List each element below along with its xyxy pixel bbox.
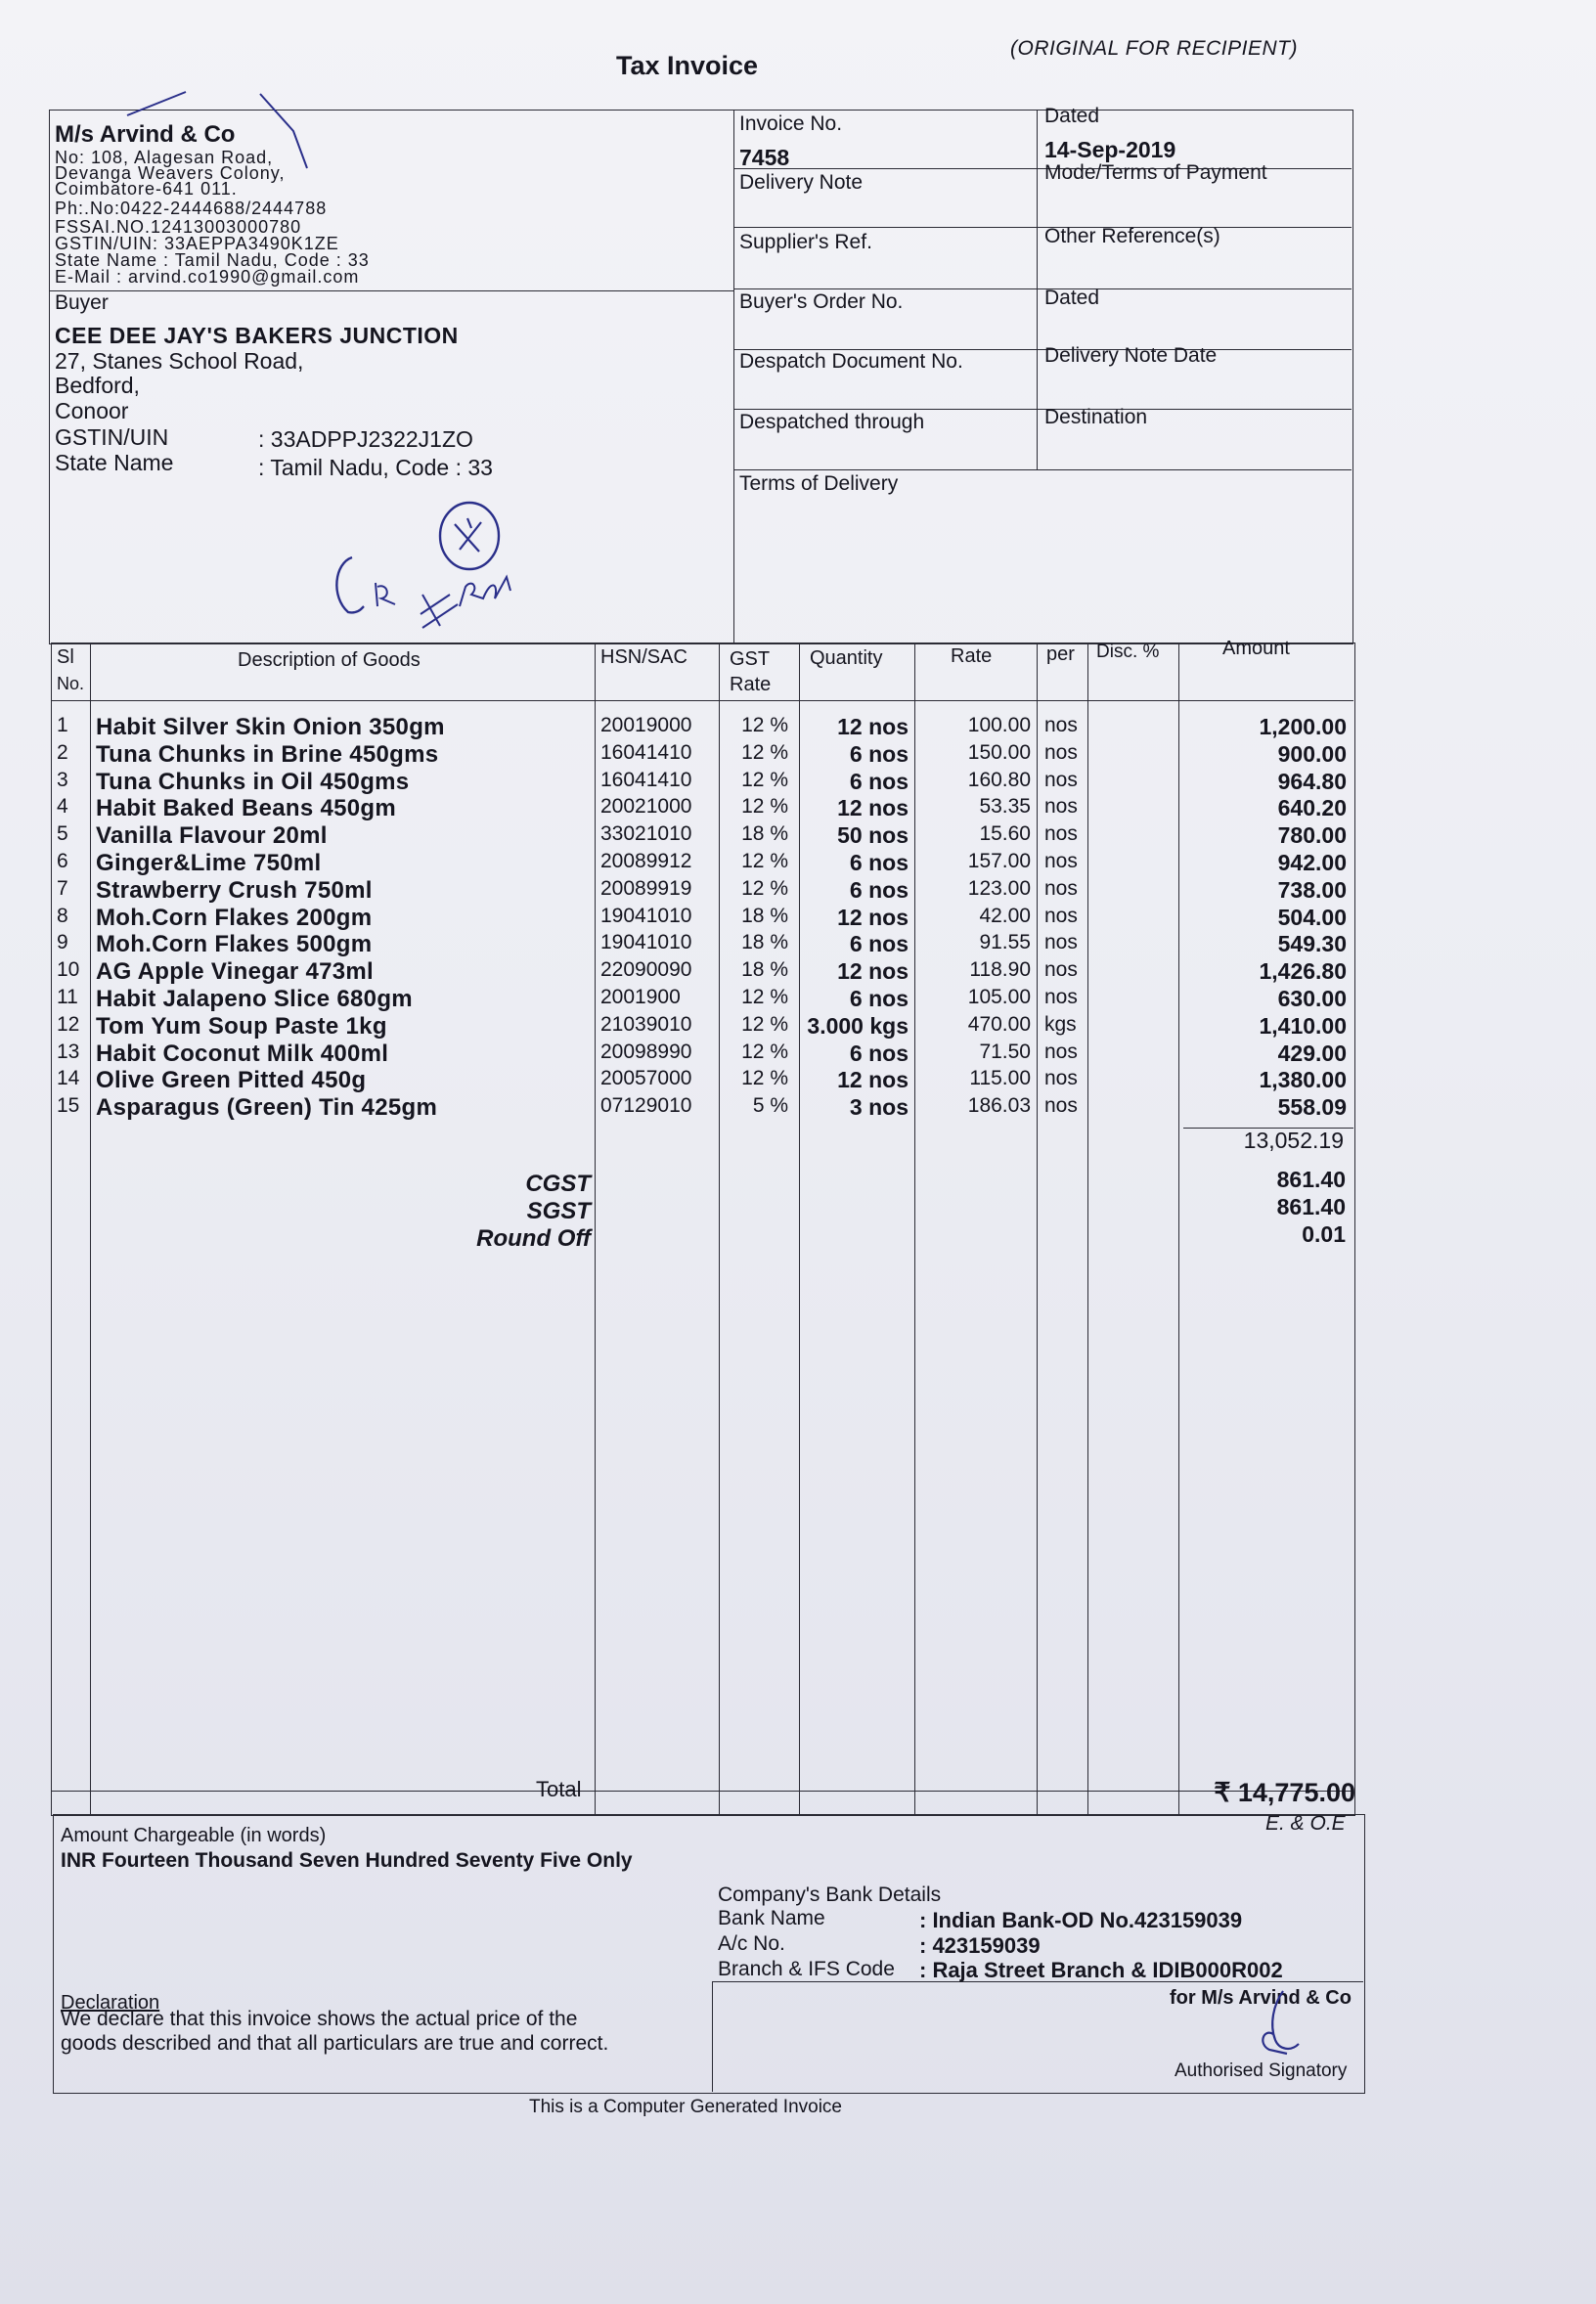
buyer-gstin-value: : 33ADPPJ2322J1ZO	[258, 426, 473, 452]
item-description: AG Apple Vinegar 473ml	[96, 958, 375, 986]
buyer-state-label: State Name	[55, 450, 174, 475]
table-row	[0, 850, 1369, 876]
item-quantity: 12 nos	[837, 795, 909, 821]
eoe-label: E. & O.E	[1265, 1812, 1346, 1835]
seller-gstin: GSTIN/UIN: 33AEPPA3490K1ZE	[55, 234, 339, 253]
branch-ifs-value: : Raja Street Branch & IDIB000R002	[919, 1958, 1283, 1982]
item-unit: nos	[1044, 740, 1078, 764]
declaration-line: We declare that this invoice shows the actual price of the	[61, 2008, 578, 2030]
total-row-line	[51, 1791, 1353, 1792]
item-amount: 558.09	[1277, 1094, 1347, 1121]
item-amount: 549.30	[1277, 931, 1347, 957]
seller-address-line: No: 108, Alagesan Road,	[55, 148, 274, 167]
item-rate: 160.80	[967, 768, 1031, 791]
item-rate: 42.00	[979, 904, 1031, 927]
item-hsn: 16041410	[600, 740, 692, 764]
branch-ifs-label: Branch & IFS Code	[718, 1958, 895, 1980]
item-unit: nos	[1044, 822, 1078, 846]
handwritten-annotation	[313, 489, 567, 645]
item-sl: 14	[57, 1067, 80, 1090]
item-hsn: 21039010	[600, 1012, 692, 1036]
mode-terms-label: Mode/Terms of Payment	[1044, 161, 1267, 184]
item-gst-rate: 5 %	[752, 1094, 788, 1118]
cgst-label: CGST	[525, 1171, 591, 1197]
col-header-sl-no: No.	[57, 674, 85, 693]
table-row	[0, 1041, 1369, 1067]
table-row	[0, 958, 1369, 985]
item-description: Moh.Corn Flakes 500gm	[96, 931, 373, 958]
account-no-label: A/c No.	[718, 1932, 785, 1955]
table-row	[0, 741, 1369, 768]
item-amount: 900.00	[1277, 740, 1347, 767]
item-quantity: 6 nos	[849, 876, 909, 903]
table-row	[0, 1013, 1369, 1040]
table-row	[0, 769, 1369, 795]
delivery-note-label: Delivery Note	[739, 171, 864, 194]
declaration-line: goods described and that all particulars are true and correct.	[61, 2032, 609, 2055]
delivery-note-date-label: Delivery Note Date	[1044, 344, 1218, 367]
item-rate: 115.00	[969, 1067, 1031, 1090]
bank-name-label: Bank Name	[718, 1907, 825, 1929]
item-unit: nos	[1044, 714, 1078, 736]
item-rate: 123.00	[967, 876, 1031, 900]
item-hsn: 33021010	[600, 822, 692, 846]
computer-generated-note: This is a Computer Generated Invoice	[529, 2097, 842, 2117]
item-unit: nos	[1044, 1067, 1078, 1090]
item-rate: 100.00	[967, 714, 1031, 736]
item-gst-rate: 12 %	[741, 1040, 788, 1063]
buyer-state-value: : Tamil Nadu, Code : 33	[258, 455, 493, 480]
item-gst-rate: 18 %	[741, 931, 788, 954]
invoice-no-label: Invoice No.	[739, 112, 843, 135]
item-description: Ginger&Lime 750ml	[96, 850, 322, 876]
item-hsn: 07129010	[600, 1094, 692, 1118]
buyer-label: Buyer	[55, 291, 109, 314]
declaration-label: Declaration	[61, 1992, 160, 2014]
item-amount: 964.80	[1277, 768, 1347, 794]
item-quantity: 6 nos	[849, 986, 909, 1011]
seller-state: State Name : Tamil Nadu, Code : 33	[55, 250, 370, 270]
col-header-rate: Rate	[951, 645, 993, 667]
seller-fssai: FSSAI.NO.12413003000780	[55, 217, 302, 237]
item-sl: 4	[57, 795, 68, 819]
item-gst-rate: 12 %	[741, 795, 788, 819]
item-quantity: 6 nos	[849, 740, 909, 767]
item-description: Habit Baked Beans 450gm	[96, 795, 397, 822]
table-row	[0, 822, 1369, 849]
item-gst-rate: 12 %	[741, 1012, 788, 1036]
buyer-address-line: Conoor	[55, 398, 129, 423]
table-header-line	[51, 700, 1353, 701]
item-hsn: 22090090	[600, 958, 692, 982]
item-hsn: 2001900	[600, 986, 681, 1008]
col-header-description: Description of Goods	[238, 649, 421, 671]
item-sl: 7	[57, 876, 68, 900]
table-row	[0, 1094, 1369, 1121]
item-unit: nos	[1044, 1040, 1078, 1063]
destination-label: Destination	[1044, 406, 1148, 428]
item-sl: 6	[57, 850, 68, 872]
item-rate: 118.90	[969, 958, 1031, 982]
item-unit: nos	[1044, 931, 1078, 954]
col-header-quantity: Quantity	[810, 647, 883, 669]
signature-for-label: for M/s Arvind & Co	[1170, 1987, 1352, 2009]
buyers-order-label: Buyer's Order No.	[739, 290, 904, 313]
col-header-per: per	[1046, 643, 1075, 665]
item-hsn: 20021000	[600, 795, 692, 819]
signature-scribble	[1244, 1985, 1312, 2063]
seller-address-line: Coimbatore-641 011.	[55, 179, 238, 199]
item-unit: nos	[1044, 904, 1078, 927]
item-description: Tuna Chunks in Oil 450gms	[96, 768, 410, 795]
col-header-gst: GST	[730, 648, 771, 670]
meta-row-line	[733, 227, 1352, 228]
item-gst-rate: 12 %	[741, 768, 788, 791]
item-gst-rate: 12 %	[741, 740, 788, 764]
buyer-address-line: Bedford,	[55, 373, 140, 398]
item-amount: 1,410.00	[1259, 1012, 1347, 1039]
item-description: Tuna Chunks in Brine 450gms	[96, 740, 439, 768]
item-rate: 470.00	[967, 1012, 1031, 1036]
seller-address-line: Devanga Weavers Colony,	[55, 163, 286, 183]
item-quantity: 6 nos	[849, 1040, 909, 1066]
item-quantity: 6 nos	[849, 768, 909, 794]
item-description: Tom Yum Soup Paste 1kg	[96, 1012, 387, 1040]
item-gst-rate: 18 %	[741, 958, 788, 982]
table-row	[0, 1067, 1369, 1093]
table-row	[0, 905, 1369, 931]
item-amount: 504.00	[1277, 904, 1347, 930]
item-unit: kgs	[1044, 1012, 1077, 1036]
item-amount: 1,426.80	[1259, 958, 1347, 985]
item-description: Moh.Corn Flakes 200gm	[96, 904, 373, 931]
total-value: ₹ 14,775.00	[1214, 1778, 1355, 1807]
item-unit: nos	[1044, 768, 1078, 791]
item-amount: 640.20	[1277, 795, 1347, 821]
item-description: Vanilla Flavour 20ml	[96, 822, 328, 850]
item-amount: 780.00	[1277, 822, 1347, 849]
total-label: Total	[536, 1777, 582, 1801]
item-sl: 15	[57, 1094, 80, 1118]
item-quantity: 12 nos	[837, 714, 909, 739]
table-row	[0, 877, 1369, 904]
item-rate: 186.03	[967, 1094, 1031, 1118]
item-gst-rate: 12 %	[741, 986, 788, 1008]
item-gst-rate: 12 %	[741, 714, 788, 736]
item-amount: 429.00	[1277, 1040, 1347, 1066]
account-no-value: : 423159039	[919, 1933, 1041, 1958]
header-divider	[733, 110, 734, 642]
item-unit: nos	[1044, 876, 1078, 900]
item-hsn: 20057000	[600, 1067, 692, 1090]
item-description: Asparagus (Green) Tin 425gm	[96, 1094, 438, 1122]
suppliers-ref-label: Supplier's Ref.	[739, 231, 872, 253]
item-gst-rate: 18 %	[741, 904, 788, 927]
item-gst-rate: 18 %	[741, 822, 788, 846]
item-amount: 630.00	[1277, 986, 1347, 1011]
cgst-value: 861.40	[1276, 1167, 1346, 1192]
item-description: Strawberry Crush 750ml	[96, 876, 373, 904]
copy-label: (ORIGINAL FOR RECIPIENT)	[1010, 37, 1298, 60]
seller-name: M/s Arvind & Co	[55, 121, 236, 148]
item-sl: 11	[57, 986, 78, 1008]
item-hsn: 20089919	[600, 876, 692, 900]
bank-details-title: Company's Bank Details	[718, 1883, 942, 1906]
table-row	[0, 931, 1369, 957]
item-unit: nos	[1044, 850, 1078, 872]
item-description: Habit Silver Skin Onion 350gm	[96, 714, 445, 740]
item-sl: 5	[57, 822, 68, 846]
table-row	[0, 795, 1369, 821]
seller-buyer-divider	[49, 290, 733, 291]
bank-name-value: : Indian Bank-OD No.423159039	[919, 1908, 1243, 1932]
item-quantity: 12 nos	[837, 904, 909, 930]
col-header-gst-rate: Rate	[730, 674, 772, 695]
item-unit: nos	[1044, 958, 1078, 982]
item-rate: 157.00	[967, 850, 1031, 872]
declaration-divider	[712, 1981, 713, 2092]
item-amount: 1,200.00	[1259, 714, 1347, 739]
meta-divider	[1037, 110, 1038, 469]
item-amount: 1,380.00	[1259, 1067, 1347, 1093]
order-dated-label: Dated	[1044, 287, 1100, 309]
item-description: Habit Jalapeno Slice 680gm	[96, 986, 413, 1012]
item-rate: 53.35	[979, 795, 1031, 819]
item-rate: 91.55	[979, 931, 1031, 954]
item-gst-rate: 12 %	[741, 1067, 788, 1090]
item-sl: 2	[57, 740, 68, 764]
item-sl: 8	[57, 904, 68, 927]
buyer-address-line: 27, Stanes School Road,	[55, 348, 304, 374]
authorised-signatory-label: Authorised Signatory	[1175, 2060, 1348, 2081]
item-gst-rate: 12 %	[741, 850, 788, 872]
item-amount: 738.00	[1277, 876, 1347, 903]
subtotal-value: 13,052.19	[1243, 1128, 1344, 1153]
sgst-value: 861.40	[1276, 1194, 1346, 1219]
sgst-label: SGST	[526, 1198, 591, 1224]
amount-words-value: INR Fourteen Thousand Seven Hundred Seventy Five Only	[61, 1849, 633, 1872]
round-off-label: Round Off	[476, 1225, 591, 1252]
item-sl: 9	[57, 931, 68, 954]
item-rate: 71.50	[979, 1040, 1031, 1063]
item-sl: 12	[57, 1012, 80, 1036]
item-hsn: 16041410	[600, 768, 692, 791]
meta-row-line	[733, 469, 1352, 470]
item-hsn: 20089912	[600, 850, 692, 872]
item-hsn: 20098990	[600, 1040, 692, 1063]
meta-row-line	[733, 288, 1352, 289]
item-description: Olive Green Pitted 450g	[96, 1067, 367, 1094]
seller-phone: Ph:.No:0422-2444688/2444788	[55, 199, 328, 218]
other-ref-label: Other Reference(s)	[1044, 225, 1220, 247]
item-amount: 942.00	[1277, 850, 1347, 875]
despatch-doc-label: Despatch Document No.	[739, 350, 963, 373]
item-rate: 15.60	[979, 822, 1031, 846]
col-header-disc: Disc. %	[1096, 642, 1160, 662]
item-hsn: 20019000	[600, 714, 692, 736]
seller-email: E-Mail : arvind.co1990@gmail.com	[55, 267, 360, 287]
pen-marks	[117, 80, 313, 198]
invoice-no-value: 7458	[739, 145, 790, 170]
col-header-hsn: HSN/SAC	[600, 646, 687, 668]
item-quantity: 3.000 kgs	[807, 1012, 909, 1039]
document-title: Tax Invoice	[616, 51, 759, 80]
item-hsn: 19041010	[600, 931, 692, 954]
item-rate: 105.00	[967, 986, 1031, 1008]
item-sl: 1	[57, 714, 68, 736]
item-unit: nos	[1044, 986, 1078, 1008]
despatched-through-label: Despatched through	[739, 411, 925, 433]
item-hsn: 19041010	[600, 904, 692, 927]
col-header-sl: Sl	[57, 646, 74, 668]
buyer-name: CEE DEE JAY'S BAKERS JUNCTION	[55, 323, 459, 348]
dated-label: Dated	[1044, 105, 1100, 127]
item-unit: nos	[1044, 795, 1078, 819]
item-quantity: 6 nos	[849, 931, 909, 957]
item-quantity: 12 nos	[837, 1067, 909, 1093]
col-header-amount: Amount	[1222, 638, 1290, 659]
item-quantity: 50 nos	[837, 822, 909, 849]
meta-row-line	[733, 409, 1352, 410]
item-quantity: 6 nos	[849, 850, 909, 875]
terms-delivery-label: Terms of Delivery	[739, 472, 899, 495]
buyer-gstin-label: GSTIN/UIN	[55, 424, 169, 450]
table-row	[0, 986, 1369, 1012]
item-sl: 13	[57, 1040, 80, 1063]
round-off-value: 0.01	[1302, 1221, 1346, 1247]
item-sl: 10	[57, 958, 80, 982]
item-sl: 3	[57, 768, 68, 791]
amount-words-label: Amount Chargeable (in words)	[61, 1825, 327, 1846]
dated-value: 14-Sep-2019	[1044, 137, 1176, 162]
item-rate: 150.00	[967, 740, 1031, 764]
item-unit: nos	[1044, 1094, 1078, 1118]
item-gst-rate: 12 %	[741, 876, 788, 900]
item-quantity: 3 nos	[849, 1094, 909, 1121]
item-quantity: 12 nos	[837, 958, 909, 985]
table-row	[0, 714, 1369, 740]
item-description: Habit Coconut Milk 400ml	[96, 1040, 389, 1067]
